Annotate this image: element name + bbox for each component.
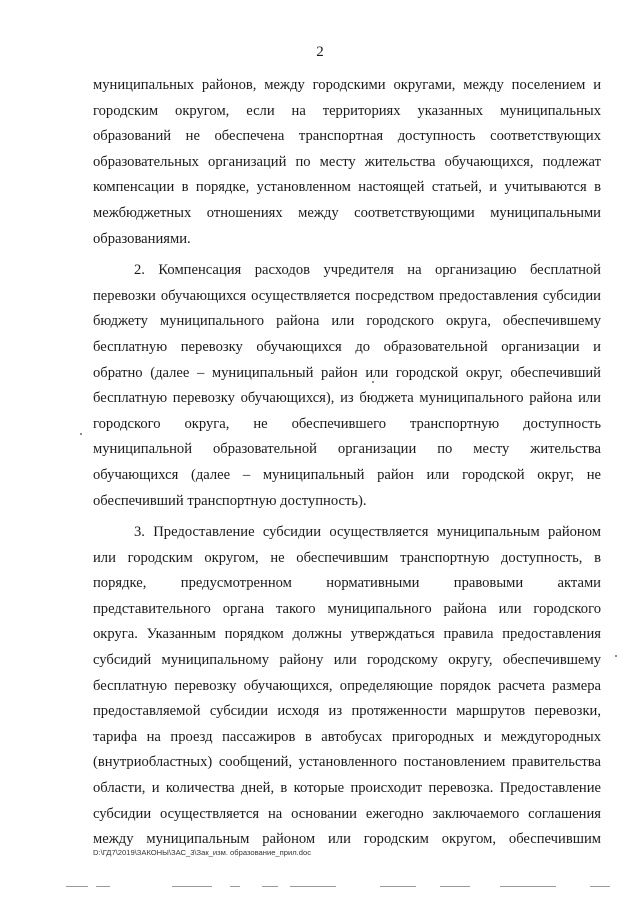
text-line: городским округом, если на территориях указанных муниципальных <box>93 102 601 119</box>
text-line: порядке, предусмотренном нормативными правовыми актами <box>93 575 601 592</box>
text-line: обучающихся (далее – муниципальный район или городской округ, не <box>93 466 601 483</box>
text-line: муниципальной образовательной организации по месту жительства <box>93 441 601 458</box>
text-line: 2. Компенсация расходов учредителя на организацию бесплатной <box>134 262 601 279</box>
text-line: субсидии осуществляется на основании ежегодно заключаемого соглашения <box>93 805 601 822</box>
paragraph-continuation <box>93 73 601 252</box>
scan-mark <box>500 886 556 887</box>
text-line: представительного органа такого муниципального района или городского <box>93 600 601 617</box>
text-line: образовательных организаций по месту жительства обучающихся, подлежат <box>93 153 601 170</box>
text-line: бесплатную перевозку обучающихся), из бюджета муниципального района или <box>93 390 601 407</box>
scan-mark <box>440 886 470 887</box>
text-line: обратно (далее – муниципальный район или городской округ, обеспечивший <box>93 364 601 381</box>
scan-mark <box>96 886 110 887</box>
paragraph-2 <box>93 258 601 514</box>
scan-mark <box>380 886 416 887</box>
text-line: субсидий муниципальному району или городскому округу, обеспечившему <box>93 652 601 669</box>
scan-mark <box>172 886 212 887</box>
scan-speck <box>372 381 374 383</box>
paragraph-3 <box>93 520 601 853</box>
text-line: образований не обеспечена транспортная доступность соответствующих <box>93 128 601 145</box>
text-line: компенсации в порядке, установленном настоящей статьей, и учитываются в <box>93 179 601 196</box>
text-line: (внутриобластных) сообщений, установленного постановлением правительства <box>93 754 601 771</box>
text-line: предоставляемой субсидии исходя из протяженности маршрутов перевозки, <box>93 703 601 720</box>
scan-mark <box>230 886 240 887</box>
text-line: округа. Указанным порядком должны утверждаться правила предоставления <box>93 626 601 643</box>
page-number: 2 <box>316 44 324 60</box>
text-line: бесплатную перевозку обучающихся, определяющие порядок расчета размера <box>93 677 601 694</box>
text-line: перевозки обучающихся осуществляется посредством предоставления субсидии <box>93 287 601 304</box>
scan-speck <box>80 433 82 435</box>
text-line: городского округа, не обеспечившего транспортную доступность <box>93 415 601 432</box>
scan-mark <box>290 886 336 887</box>
text-line: области, и количества дней, в которые происходит перевозка. Предоставление <box>93 780 601 797</box>
text-line: между муниципальным районом или городским округом, обеспечившим <box>93 831 601 848</box>
text-line: бесплатную перевозку обучающихся до образовательной организации и <box>93 338 601 355</box>
scan-artifacts <box>0 884 640 890</box>
text-line: межбюджетных отношениях между соответствующими муниципальными <box>93 204 601 221</box>
scan-speck <box>615 655 617 657</box>
document-body <box>93 73 601 853</box>
text-line: обеспечивший транспортную доступность). <box>93 492 367 509</box>
scan-mark <box>262 886 278 887</box>
text-line: муниципальных районов, между городскими округами, между поселением и <box>93 77 601 93</box>
scan-mark <box>590 886 610 887</box>
footer-file-path: D:\ГД7\2019\ЗАКОНЫ\ЗАС_3\Зак_изм. образование_прил.doc <box>93 848 312 857</box>
scan-mark <box>66 886 88 887</box>
text-line: образованиями. <box>93 230 191 247</box>
text-line: бюджету муниципального района или городского округа, обеспечившему <box>93 313 601 330</box>
text-line: или городским округом, не обеспечившим транспортную доступность, в <box>93 549 601 566</box>
text-line: 3. Предоставление субсидии осуществляется муниципальным районом <box>134 524 601 541</box>
text-line: тарифа на проезд пассажиров в автобусах пригородных и междугородных <box>93 728 601 745</box>
